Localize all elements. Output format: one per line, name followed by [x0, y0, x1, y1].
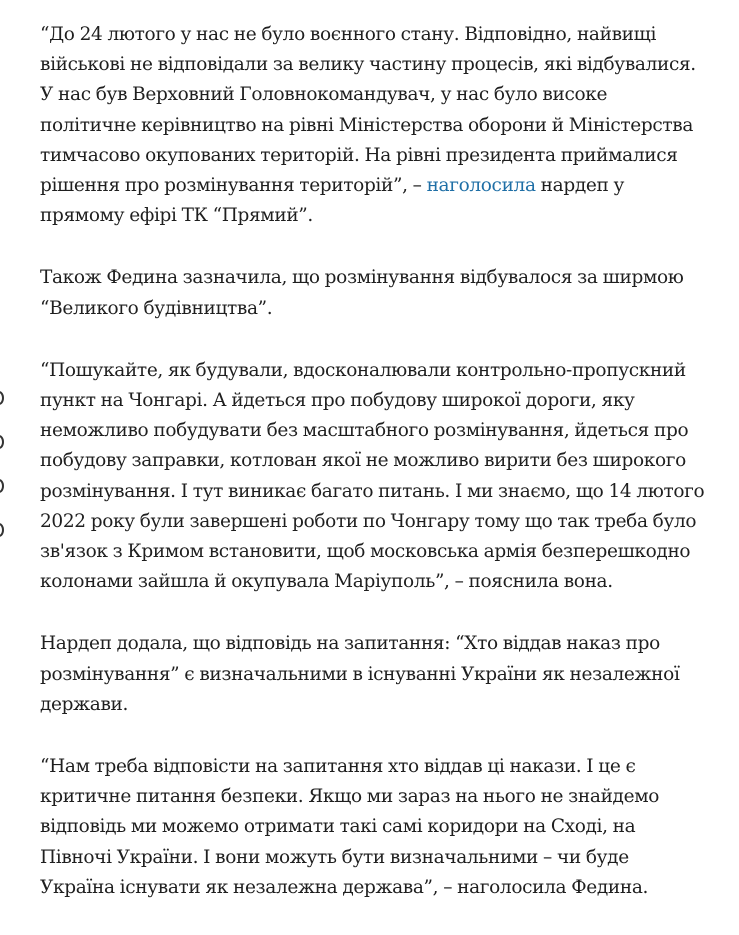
paragraph-text: нардеп у прямому ефірі ТК “Прямий”.: [40, 175, 625, 227]
share-button-icon[interactable]: [0, 391, 4, 405]
paragraph-quote-security: “Нам треба відповісти на запитання хто віддав ці накази. І це є критичне питання безпеки. Якщо ми зараз на нього не знайдемо відповідь ми можемо отримати такі самі коридори на Сході, на Півночі України. І вони можуть бути визначальними – чи буде Україна існувати як незалежна держава”, – наголосила Федина.: [40, 756, 660, 898]
share-button-icon[interactable]: [0, 435, 4, 449]
share-button-icon[interactable]: [0, 479, 4, 493]
paragraph-quote-chonhar: “Пошукайте, як будували, вдосконалювали контрольно-пропускний пункт на Чонгарі. А йдеться про побудову широкої дороги, яку неможливо побудувати без масштабного розмінування, йдеться про побудову заправки, котлован якої не можливо вирити без широкого розмінування. І тут виникає багато питань. І ми знаємо, що 14 лютого 2022 року були завершені роботи по Чонгару тому що так треба було зв'язок з Кримом встановити, щоб московська армія безперешкодно колонами зайшла й окупувала Маріуполь”, – пояснила вона.: [40, 359, 705, 593]
share-rail: [0, 0, 6, 867]
paragraph-quote-martial-law: [40, 20, 705, 231]
source-link[interactable]: наголосила: [426, 175, 536, 197]
paragraph-great-construction: Також Федина зазначила, що розмінування відбувалося за ширмою “Великого будівництва”.: [40, 267, 684, 319]
paragraph-demining-order: Нардеп додала, що відповідь на запитання: “Хто віддав наказ про розмінування” є визначальними в існуванні України як незалежної держави.: [40, 633, 680, 715]
article-body: [40, 20, 705, 935]
paragraph-text: “До 24 лютого у нас не було воєнного стану. Відповідно, найвищі військові не відповідали за велику частину процесів, які відбувалися. У нас був Верховний Головнокомандувач, у нас було високе політичне керівництво на рівні Міністерства оборони й Міністерства тимчасово окупованих територій. На рівні президента приймалися рішення про розмінування територій”, –: [40, 24, 696, 197]
share-button-icon[interactable]: [0, 523, 4, 537]
